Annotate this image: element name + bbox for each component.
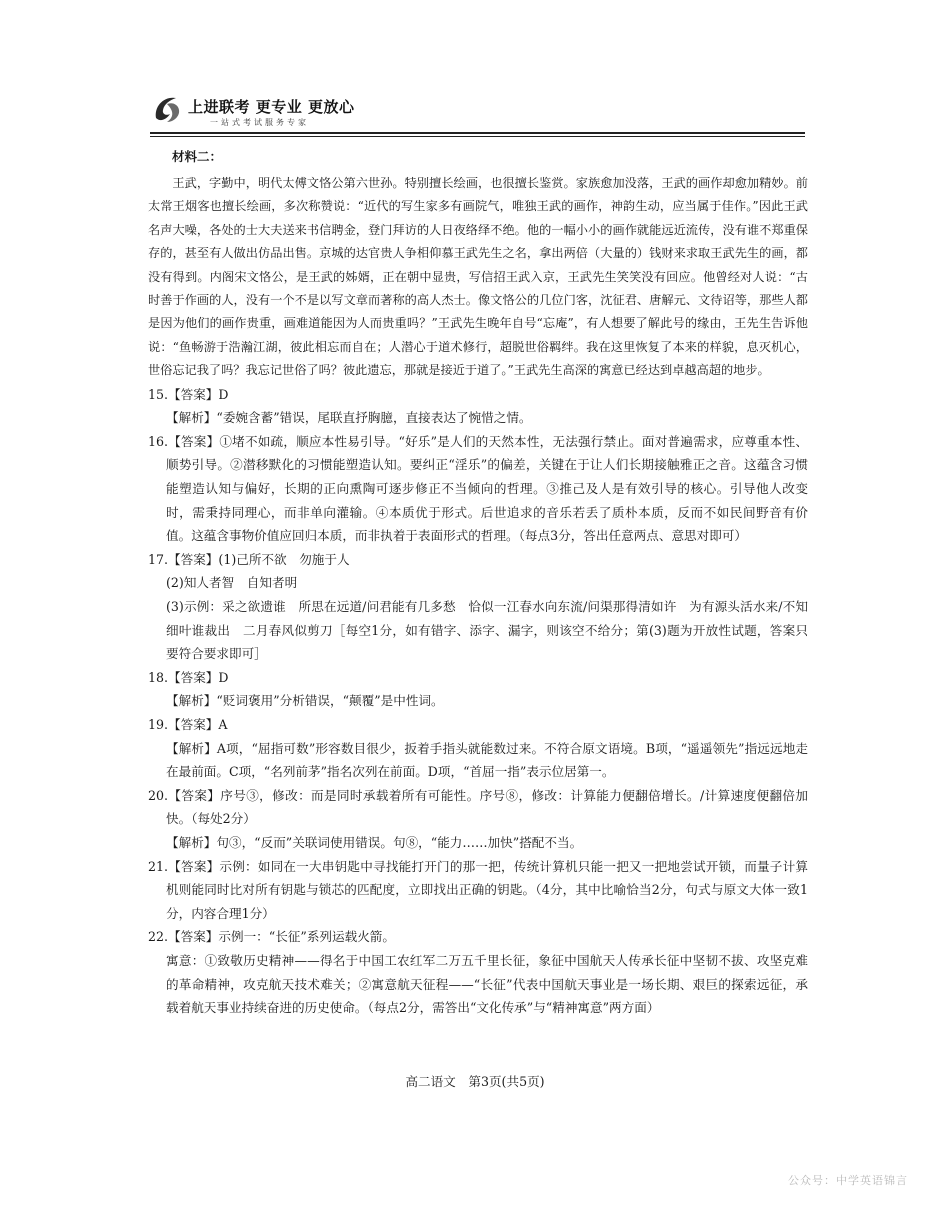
page-content xyxy=(148,146,808,1020)
q17-answer: 17.【答案】(1)己所不欲 勿施于人 xyxy=(148,551,350,567)
q21-answer: 21.【答案】示例：如同在一大串钥匙中寻找能打开门的那一把，传统计算机只能一把又一把地尝试开锁，而量子计算机则能同时比对所有钥匙与锁芯的匹配度，立即找出正确的钥匙。（4分，其中比喻恰当2分，句式与原文大体一致1分，内容合理1分） xyxy=(148,858,808,921)
brand-tagline: 一站式考试服务专家 xyxy=(210,118,309,127)
material-title: 材料二： xyxy=(172,149,223,164)
watermark: 公众号：中学英语锦言 xyxy=(788,1174,908,1187)
header-rule-thick xyxy=(150,132,805,134)
q19-answer: 19.【答案】A xyxy=(148,716,228,732)
brand-title: 上进联考 更专业 更放心 xyxy=(188,98,355,116)
q22-answer: 22.【答案】示例一：“长征”系列运载火箭。 xyxy=(148,929,395,945)
q15-analysis: 【解析】“委婉含蓄”错误，尾联直抒胸臆，直接表达了惋惜之情。 xyxy=(166,410,532,426)
answer-list xyxy=(148,383,808,1020)
q15-answer: 15.【答案】D xyxy=(148,386,229,402)
brand-logo-icon xyxy=(150,92,184,126)
q18-analysis: 【解析】“贬词褒用”分析错误，“颠覆”是中性词。 xyxy=(166,693,444,709)
q17-part2: (2)知人者智 自知者明 xyxy=(166,575,298,591)
page-header xyxy=(150,92,805,132)
material-translation: 王武，字勤中，明代太傅文恪公第六世孙。特别擅长绘画，也很擅长鉴赏。家族愈加没落，王武的画作却愈加精妙。前太常王烟客也擅长绘画，多次称赞说：“近代的写生家多有画院气，唯独王武的画作，神韵生动，应当属于佳作。”因此王武名声大噪，各处的士大夫送来书信聘金，登门拜访的人日夜络绎不绝。他的一幅小小的画作就能远近流传，没有谁不郑重保存的，甚至有人做出仿品出售。京城的达官贵人争相仰慕王武先生之名，拿出两倍（大量的）钱财来求取王武先生的画，都没有得到。内阁宋文恪公，是王武的姊婿，正在朝中显贵，写信招王武入京，王武先生笑笑没有回应。他曾经对人说：“古时善于作画的人，没有一个不是以写文章而著称的高人杰士。像文恪公的几位门客，沈征君、唐解元、文待诏等，那些人都是因为他们的画作贵重，画难道能因为人而贵重吗？”王武先生晚年自号“忘庵”，有人想要了解此号的缘由，王先生告诉他说：“鱼畅游于浩瀚江湖，彼此相忘而自在；人潜心于道术修行，超脱世俗羁绊。我在这里恢复了本来的样貌，息灭机心，世俗忘记我了吗？我忘记世俗了吗？彼此遗忘，那就是接近于道了。”王武先生高深的寓意已经达到卓越高超的地步。 xyxy=(148,176,808,378)
q22-meaning: 寓意：①致敬历史精神——得名于中国工农红军二万五千里长征，象征中国航天人传承长征中坚韧不拔、攻坚克难的革命精神，攻克航天技术难关；②寓意航天征程——“长征”代表中国航天事业是一场长期、艰巨的探索远征，承载着航天事业持续奋进的历史使命。（每点2分，需答出“文化传承”与“精神寓意”两方面） xyxy=(166,952,808,1016)
q19-analysis: 【解析】A项，“屈指可数”形容数目很少，扳着手指头就能数过来。不符合原文语境。B项，“遥遥领先”指远远地走在最前面。C项，“名列前茅”指名次列在前面。D项，“首屈一指”表示位居第一。 xyxy=(166,740,808,780)
page-footer: 高二语文 第3页(共5页) xyxy=(405,1074,545,1089)
q20-answer: 20.【答案】序号③，修改：而是同时承载着所有可能性。序号⑧，修改：计算能力便翻倍增长。/计算速度便翻倍加快。（每处2分） xyxy=(148,787,808,827)
q20-analysis: 【解析】句③，“反而”关联词使用错误。句⑧，“能力……加快”搭配不当。 xyxy=(166,834,583,850)
header-rule-thin xyxy=(150,136,805,137)
q17-part3: (3)示例：采之欲遗谁 所思在远道/问君能有几多愁 恰似一江春水向东流/问渠那得清如许 为有源头活水来/不知细叶谁裁出 二月春风似剪刀［每空1分，如有错字、添字、漏字，则该空不给分；第(3)题为开放性试题，答案只要符合要求即可］ xyxy=(166,599,808,662)
q18-answer: 18.【答案】D xyxy=(148,669,229,685)
q16-answer: 16.【答案】①堵不如疏，顺应本性易引导。“好乐”是人们的天然本性，无法强行禁止。面对普遍需求，应尊重本性、顺势引导。②潜移默化的习惯能塑造认知。要纠正“淫乐”的偏差，关键在于让人们长期接触雅正之音。这蕴含习惯能塑造认知与偏好，长期的正向熏陶可逐步修正不当倾向的哲理。③推己及人是有效引导的核心。引导他人改变时，需秉持同理心，而非单向灌输。④本质优于形式。后世追求的音乐若丢了质朴本质，反而不如民间野音有价值。这蕴含事物价值应回归本质，而非执着于表面形式的哲理。（每点3分，答出任意两点、意思对即可） xyxy=(148,433,808,544)
